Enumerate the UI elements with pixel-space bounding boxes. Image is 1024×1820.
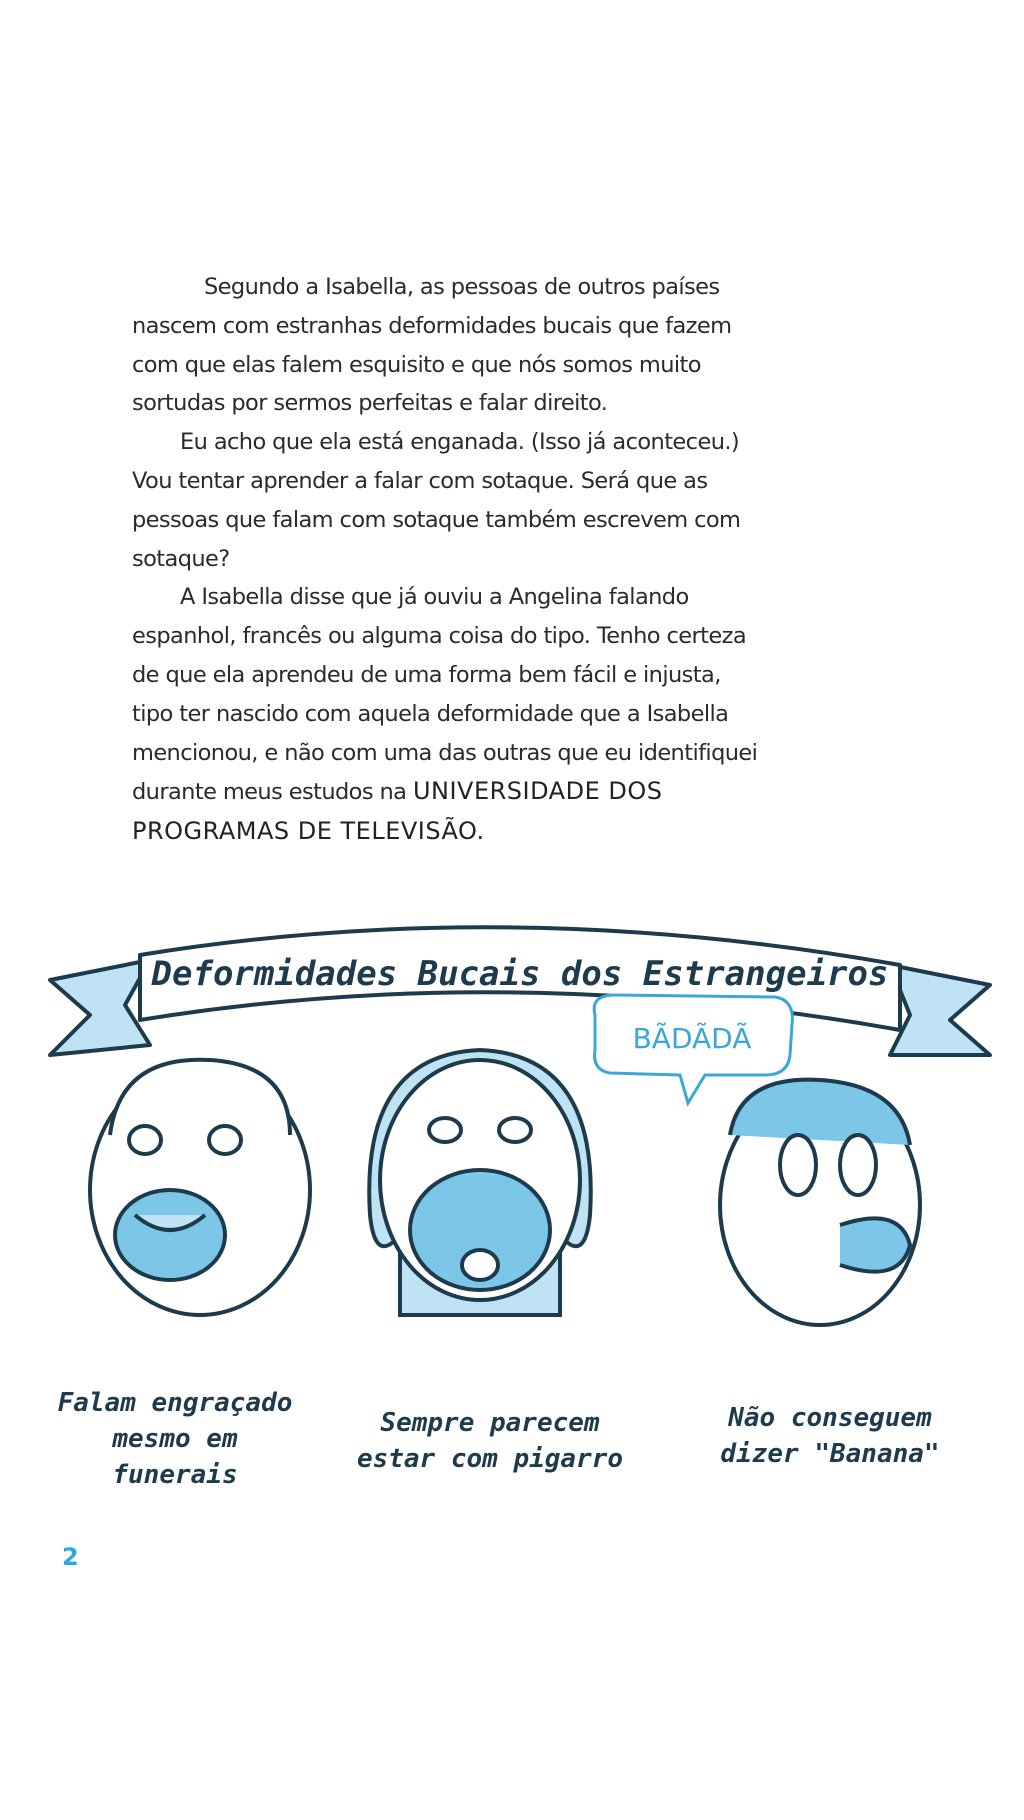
illustration: [40, 905, 1000, 1490]
text-line: com que elas falem esquisito e que nós somos muito: [132, 351, 701, 378]
text-fragment: durante meus estudos na: [132, 779, 407, 806]
text-line: Segundo a Isabella, as pessoas de outros países: [204, 274, 720, 300]
banner-title: Deformidades Bucais dos Estrangeiros: [151, 954, 889, 994]
caption-line: funerais: [112, 1460, 238, 1490]
caption-line: Sempre parecem: [380, 1408, 600, 1438]
text-line: sortudas por sermos perfeitas e falar direito.: [132, 390, 608, 417]
caption-line: mesmo em: [112, 1424, 238, 1454]
speech-bubble-text: BÃDÃDÃ: [632, 1022, 752, 1055]
page-number: 2: [62, 1543, 79, 1571]
caption-line: Falam engraçado: [57, 1388, 293, 1418]
text-line: nascem com estranhas deformidades bucais que fazem: [132, 312, 732, 339]
face-right-icon: [720, 1080, 920, 1325]
caption-1: [40, 1385, 310, 1493]
text-line: espanhol, francês ou alguma coisa do tipo. Tenho certeza: [132, 623, 747, 650]
face-middle-icon: [369, 1050, 591, 1315]
text-line: de que ela aprendeu de uma forma bem fácil e injusta,: [132, 661, 721, 688]
text-line: mencionou, e não com uma das outras que eu identifiquei: [132, 739, 758, 766]
emphasis-caps: UNIVERSIDADE DOS: [412, 777, 663, 806]
text-line: Vou tentar aprender a falar com sotaque. Será que as: [132, 467, 708, 494]
caption-line: Não conseguem: [728, 1403, 932, 1433]
text-line: sotaque?: [132, 545, 230, 572]
emphasis-caps: PROGRAMAS DE TELEVISÃO.: [132, 817, 485, 846]
caption-2: [340, 1405, 640, 1477]
text-line: Eu acho que ela está enganada. (Isso já aconteceu.): [180, 429, 740, 456]
text-line: A Isabella disse que já ouviu a Angelina falando: [180, 584, 689, 611]
caption-3: [680, 1400, 980, 1472]
illustration-drawing: [40, 905, 1000, 1385]
text-line: pessoas que falam com sotaque também escrevem com: [132, 506, 741, 533]
face-left-icon: [90, 1060, 310, 1315]
body-text: [132, 268, 892, 851]
caption-line: estar com pigarro: [356, 1444, 624, 1474]
text-line: [132, 772, 892, 812]
caption-line: dizer "Banana": [720, 1439, 940, 1469]
text-line: tipo ter nascido com aquela deformidade que a Isabella: [132, 700, 729, 727]
